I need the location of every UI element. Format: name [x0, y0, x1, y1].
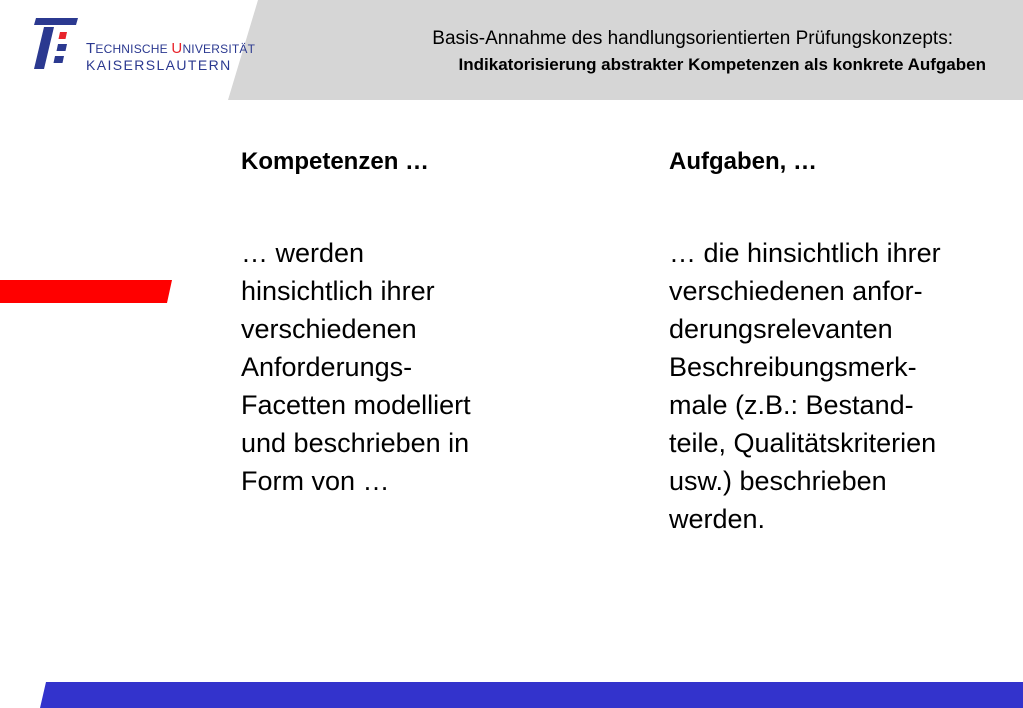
university-logo	[30, 18, 256, 74]
column-heading-tasks: Aufgaben, …	[669, 148, 817, 175]
column-text-competencies	[241, 234, 541, 500]
column-heading-competencies: Kompetenzen …	[241, 148, 430, 175]
tu-logo-mark-icon	[30, 18, 82, 70]
text-line: teile, Qualitätskriterien	[669, 428, 937, 458]
text-line: … die hinsichtlich ihrer	[669, 238, 941, 268]
column-competencies	[241, 147, 541, 500]
column-tasks	[669, 147, 1009, 538]
text-line: verschiedenen anfor-	[669, 276, 923, 306]
text-line: male (z.B.: Bestand-	[669, 390, 914, 420]
text-line: verschiedenen	[241, 314, 417, 344]
text-line: Form von …	[241, 466, 390, 496]
logo-city-name: KAISERSLAUTERN	[86, 57, 232, 73]
text-line: und beschrieben in	[241, 428, 470, 458]
text-line: derungsrelevanten	[669, 314, 893, 344]
text-line: Beschreibungsmerk-	[669, 352, 917, 382]
text-line: werden.	[669, 504, 766, 534]
text-line: Anforderungs-	[241, 352, 413, 382]
header-subtitle: Indikatorisierung abstrakter Kompetenzen als konkrete Aufgaben	[458, 55, 986, 74]
text-line: … werden	[241, 238, 365, 268]
red-accent-bar	[0, 280, 175, 304]
blue-footer-bar	[0, 682, 1023, 708]
text-line: hinsichtlich ihrer	[241, 276, 435, 306]
logo-university-name: TECHNISCHE UNIVERSITÄT	[86, 40, 256, 57]
text-line: usw.) beschrieben	[669, 466, 887, 496]
text-line: Facetten modelliert	[241, 390, 471, 420]
column-text-tasks	[669, 234, 1009, 538]
header-title: Basis-Annahme des handlungsorientierten Prüfungskonzepts:	[432, 28, 953, 49]
